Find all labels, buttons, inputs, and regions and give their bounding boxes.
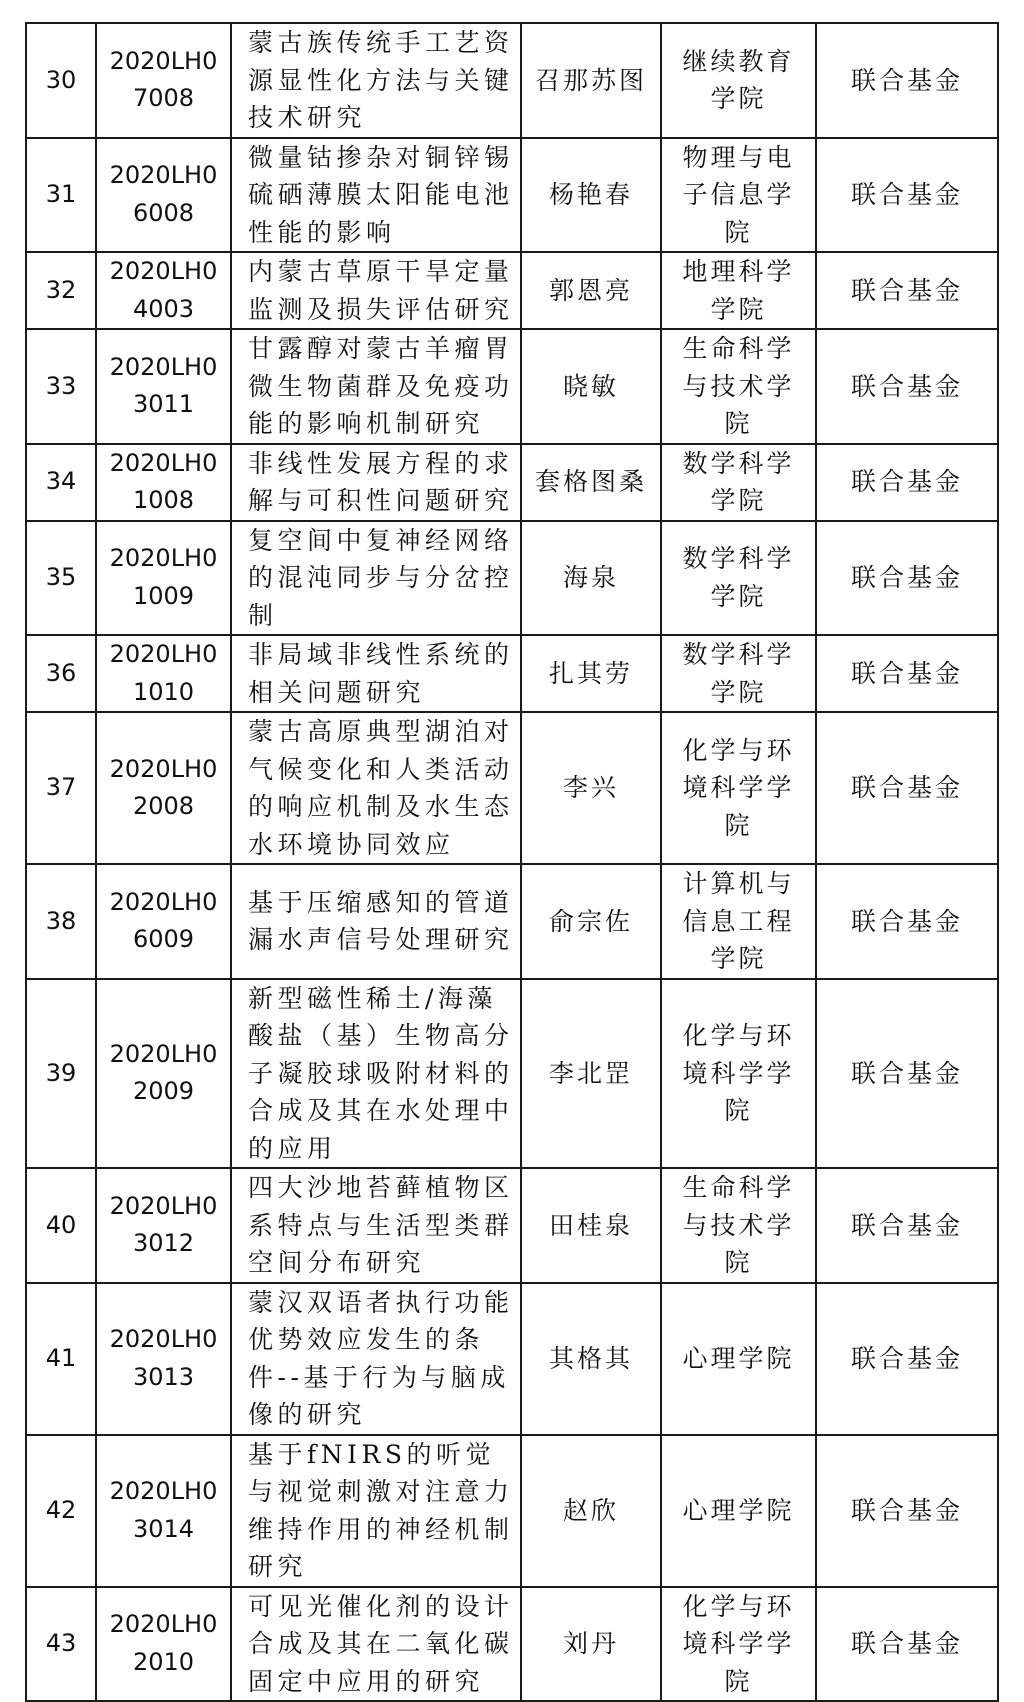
college-cell: 生命科学与技术学院 [661,1168,816,1283]
project-code-line: 2020LH0 [109,887,218,916]
project-code-cell [96,1168,231,1283]
row-number-cell: 30 [26,23,96,138]
project-table [25,22,999,1702]
row-number-cell: 37 [26,712,96,864]
table-row [26,1587,998,1702]
college-cell: 生命科学与技术学院 [661,329,816,444]
project-code-cell [96,712,231,864]
project-code-line: 2020LH0 [109,448,218,477]
project-leader-cell: 李兴 [521,712,661,864]
project-title-cell: 基于fNIRS的听觉与视觉刺激对注意力维持作用的神经机制研究 [231,1435,521,1587]
project-title-cell: 蒙汉双语者执行功能优势效应发生的条件--基于行为与脑成像的研究 [231,1283,521,1435]
table-row [26,252,998,329]
project-title-cell: 甘露醇对蒙古羊瘤胃微生物菌群及免疫功能的影响机制研究 [231,329,521,444]
fund-type-cell: 联合基金 [816,1435,998,1587]
project-code-cell [96,23,231,138]
row-number-cell: 32 [26,252,96,329]
row-number-cell: 34 [26,444,96,521]
row-number-cell: 40 [26,1168,96,1283]
row-number-cell: 42 [26,1435,96,1587]
project-leader-cell: 晓敏 [521,329,661,444]
table-row [26,329,998,444]
college-cell: 心理学院 [661,1435,816,1587]
fund-type-cell: 联合基金 [816,252,998,329]
project-code-cell [96,979,231,1169]
fund-type-cell: 联合基金 [816,521,998,636]
project-code-line: 1009 [132,581,195,610]
project-leader-cell: 郭恩亮 [521,252,661,329]
row-number-cell: 41 [26,1283,96,1435]
project-title-cell: 新型磁性稀土/海藻酸盐（基）生物高分子凝胶球吸附材料的合成及其在水处理中的应用 [231,979,521,1169]
table-row [26,23,998,138]
table-row [26,864,998,979]
project-leader-cell: 李北罡 [521,979,661,1169]
project-code-line: 2020LH0 [109,161,218,190]
fund-type-cell: 联合基金 [816,1283,998,1435]
row-number-cell: 33 [26,329,96,444]
table-body [26,23,998,1701]
project-code-line: 6008 [132,198,195,227]
college-cell: 化学与环境科学学院 [661,979,816,1169]
fund-type-cell: 联合基金 [816,979,998,1169]
fund-type-cell: 联合基金 [816,329,998,444]
project-code-line: 2020LH0 [109,544,218,573]
college-cell: 地理科学学院 [661,252,816,329]
project-code-line: 2020LH0 [109,1610,218,1639]
project-code-line: 2020LH0 [109,352,218,381]
college-cell: 心理学院 [661,1283,816,1435]
table-row [26,521,998,636]
row-number-cell: 35 [26,521,96,636]
row-number-cell: 31 [26,138,96,253]
project-title-cell: 复空间中复神经网络的混沌同步与分岔控制 [231,521,521,636]
project-code-line: 2020LH0 [109,1039,218,1068]
fund-type-cell: 联合基金 [816,712,998,864]
project-leader-cell: 刘丹 [521,1587,661,1702]
table-row [26,635,998,712]
project-code-cell [96,1587,231,1702]
project-code-line: 2020LH0 [109,1325,218,1353]
row-number-cell: 43 [26,1587,96,1702]
project-leader-cell: 召那苏图 [521,23,661,138]
project-title-cell: 非线性发展方程的求解与可积性问题研究 [231,444,521,521]
project-code-cell [96,864,231,979]
project-code-line: 3013 [132,1362,195,1391]
project-code-cell [96,252,231,329]
project-code-line: 2020LH0 [109,257,218,285]
college-cell: 化学与环境科学学院 [661,1587,816,1702]
project-code-line: 3011 [132,390,195,419]
college-cell: 数学科学学院 [661,635,816,712]
college-cell: 化学与环境科学学院 [661,712,816,864]
project-code-line: 3012 [132,1229,195,1258]
fund-type-cell: 联合基金 [816,444,998,521]
project-code-cell [96,138,231,253]
project-code-line: 2009 [132,1077,195,1106]
project-code-line: 2020LH0 [109,754,218,783]
fund-type-cell: 联合基金 [816,138,998,253]
project-code-line: 2020LH0 [109,46,218,75]
project-code-cell [96,635,231,712]
college-cell: 继续教育学院 [661,23,816,138]
project-title-cell: 基于压缩感知的管道漏水声信号处理研究 [231,864,521,979]
project-code-line: 2008 [132,792,195,820]
project-leader-cell: 扎其劳 [521,635,661,712]
project-code-line: 3014 [132,1514,195,1543]
table-row [26,712,998,864]
project-code-line: 7008 [132,84,195,113]
project-leader-cell: 套格图桑 [521,444,661,521]
row-number-cell: 39 [26,979,96,1169]
project-code-line: 2020LH0 [109,640,218,668]
project-code-line: 2020LH0 [109,1191,218,1220]
fund-type-cell: 联合基金 [816,1587,998,1702]
project-code-line: 1010 [132,677,195,706]
fund-type-cell: 联合基金 [816,1168,998,1283]
college-cell: 数学科学学院 [661,444,816,521]
table-row [26,138,998,253]
table-row [26,1435,998,1587]
fund-type-cell: 联合基金 [816,23,998,138]
college-cell: 数学科学学院 [661,521,816,636]
college-cell: 物理与电子信息学院 [661,138,816,253]
project-code-line: 4003 [132,294,195,323]
project-leader-cell: 赵欣 [521,1435,661,1587]
project-code-line: 6009 [132,925,195,954]
fund-type-cell: 联合基金 [816,635,998,712]
project-code-cell [96,1283,231,1435]
project-leader-cell: 其格其 [521,1283,661,1435]
project-title-cell: 蒙古族传统手工艺资源显性化方法与关键技术研究 [231,23,521,138]
table-row [26,1168,998,1283]
project-leader-cell: 杨艳春 [521,138,661,253]
project-code-cell [96,521,231,636]
project-title-cell: 非局域非线性系统的相关问题研究 [231,635,521,712]
table-row [26,444,998,521]
row-number-cell: 38 [26,864,96,979]
table-row [26,1283,998,1435]
project-title-cell: 可见光催化剂的设计合成及其在二氧化碳固定中应用的研究 [231,1587,521,1702]
project-leader-cell: 海泉 [521,521,661,636]
project-code-cell [96,444,231,521]
project-title-cell: 内蒙古草原干旱定量监测及损失评估研究 [231,252,521,329]
project-code-cell [96,1435,231,1587]
project-code-line: 1008 [132,486,195,514]
project-code-line: 2020LH0 [109,1477,218,1505]
project-title-cell: 微量钴掺杂对铜锌锡硫硒薄膜太阳能电池性能的影响 [231,138,521,253]
project-leader-cell: 田桂泉 [521,1168,661,1283]
project-leader-cell: 俞宗佐 [521,864,661,979]
project-title-cell: 蒙古高原典型湖泊对气候变化和人类活动的响应机制及水生态水环境协同效应 [231,712,521,864]
college-cell: 计算机与信息工程学院 [661,864,816,979]
table-row [26,979,998,1169]
project-code-cell [96,329,231,444]
row-number-cell: 36 [26,635,96,712]
project-code-line: 2010 [132,1647,195,1676]
project-title-cell: 四大沙地苔藓植物区系特点与生活型类群空间分布研究 [231,1168,521,1283]
fund-type-cell: 联合基金 [816,864,998,979]
